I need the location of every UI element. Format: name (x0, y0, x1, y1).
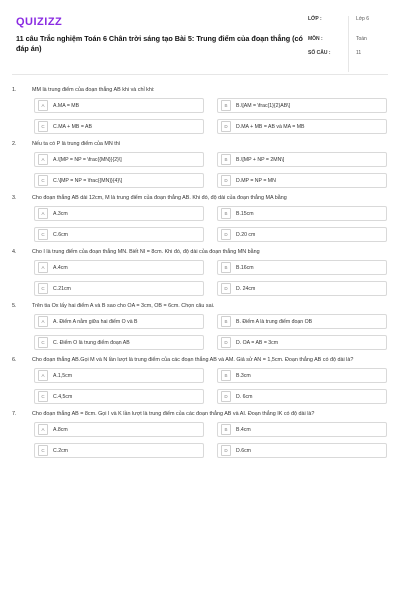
answer-options (34, 260, 384, 296)
option-letter: C (38, 391, 48, 402)
question-list (12, 86, 392, 464)
option-b[interactable] (217, 152, 387, 167)
option-letter: C (38, 445, 48, 456)
option-letter: A (38, 154, 48, 165)
question-7 (12, 410, 392, 458)
option-letter: A (38, 262, 48, 273)
answer-options (34, 314, 384, 350)
option-text: B. Điểm A là trung điểm đoạn OB (236, 318, 313, 325)
option-text: C.\[MP = NP = \frac{{MN}}{4}\] (53, 177, 123, 184)
option-b[interactable] (217, 368, 387, 383)
lop-label: LỚP : (308, 16, 322, 22)
option-text: B.3cm (236, 372, 251, 379)
option-letter: B (221, 370, 231, 381)
worksheet-header (12, 10, 388, 75)
option-letter: C (38, 337, 48, 348)
option-text: C.MA + MB = AB (53, 123, 92, 130)
option-text: B.\[AM = \frac{1}{2}AB\] (236, 102, 291, 109)
option-letter: C (38, 175, 48, 186)
option-text: D.MP = NP = MN (236, 177, 276, 184)
option-text: B.16cm (236, 264, 254, 271)
answer-options (34, 368, 384, 404)
answer-options (34, 206, 384, 242)
option-letter: A (38, 370, 48, 381)
option-text: C.4,5cm (53, 393, 73, 400)
meta-row-socau (298, 50, 388, 64)
option-text: A.MA = MB (53, 102, 80, 109)
question-number: 1. (12, 87, 17, 93)
question-number: 7. (12, 411, 17, 417)
option-letter: D (221, 121, 231, 132)
option-text: C.21cm (53, 285, 71, 292)
option-letter: B (221, 316, 231, 327)
option-letter: D (221, 445, 231, 456)
question-text: Cho đoạn thẳng AB dài 12cm, M là trung điểm của đoạn thẳng AB. Khi đó, độ dài của đoạn thẳng MA bằng (32, 195, 287, 201)
option-a[interactable] (34, 368, 204, 383)
option-c[interactable] (34, 389, 204, 404)
question-number: 6. (12, 357, 17, 363)
option-letter: D (221, 337, 231, 348)
option-a[interactable] (34, 260, 204, 275)
option-c[interactable] (34, 335, 204, 350)
question-text: MM là trung điểm của đoạn thẳng AB khi và chỉ khi: (32, 87, 155, 93)
option-a[interactable] (34, 98, 204, 113)
question-text: Trên tia Ox lấy hai điểm A và B sao cho OA = 3cm, OB = 6cm. Chọn câu sai. (32, 303, 215, 309)
option-text: D.6cm (236, 447, 251, 454)
option-letter: A (38, 100, 48, 111)
option-letter: A (38, 208, 48, 219)
question-5 (12, 302, 392, 350)
question-number: 5. (12, 303, 17, 309)
option-text: A. Điểm A nằm giữa hai điểm O và B (53, 318, 138, 325)
answer-options (34, 422, 384, 458)
option-letter: C (38, 229, 48, 240)
mon-label: MÔN : (308, 36, 323, 42)
option-text: A.\[MP = NP = \frac{{MN}}{2}\] (53, 156, 122, 163)
option-d[interactable] (217, 227, 387, 242)
question-text: Cho I là trung điểm của đoạn thẳng MN. Biết NI = 8cm. Khi đó, độ dài của đoạn thẳng MN bằng (32, 249, 260, 255)
option-a[interactable] (34, 152, 204, 167)
option-letter: B (221, 100, 231, 111)
option-d[interactable] (217, 335, 387, 350)
option-letter: A (38, 316, 48, 327)
answer-options (34, 152, 384, 188)
worksheet-title: 11 câu Trắc nghiệm Toán 6 Chân trời sáng tạo Bài 5: Trung điểm của đoạn thẳng (có đáp án) (16, 34, 303, 53)
meta-row-lop (298, 16, 388, 36)
option-text: D.MA + MB = AB và MA = MB (236, 123, 305, 130)
option-a[interactable] (34, 314, 204, 329)
option-text: D. OA = AB = 3cm (236, 339, 279, 346)
option-letter: D (221, 175, 231, 186)
option-text: A.8cm (53, 426, 68, 433)
option-d[interactable] (217, 281, 387, 296)
answer-options (34, 98, 384, 134)
option-text: A.4cm (53, 264, 68, 271)
option-text: C.2cm (53, 447, 68, 454)
option-c[interactable] (34, 119, 204, 134)
option-c[interactable] (34, 443, 204, 458)
option-c[interactable] (34, 173, 204, 188)
socau-value: 11 (356, 50, 362, 56)
option-text: C.6cm (53, 231, 68, 238)
option-text: D. 24cm (236, 285, 256, 292)
option-letter: D (221, 391, 231, 402)
option-letter: D (221, 229, 231, 240)
option-b[interactable] (217, 98, 387, 113)
option-text: B.\[MP + NP = 2MN\] (236, 156, 285, 163)
option-text: B.15cm (236, 210, 254, 217)
option-letter: B (221, 154, 231, 165)
option-b[interactable] (217, 260, 387, 275)
option-c[interactable] (34, 227, 204, 242)
question-number: 2. (12, 141, 17, 147)
question-1 (12, 86, 392, 134)
socau-label: SỐ CÂU : (308, 50, 331, 56)
option-letter: C (38, 283, 48, 294)
question-2 (12, 140, 392, 188)
option-d[interactable] (217, 173, 387, 188)
option-text: A.3cm (53, 210, 68, 217)
option-b[interactable] (217, 206, 387, 221)
lop-value: Lớp 6 (356, 16, 370, 22)
mon-value: Toán (356, 36, 367, 42)
option-a[interactable] (34, 422, 204, 437)
option-text: C. Điểm O là trung điểm đoạn AB (53, 339, 130, 346)
question-4 (12, 248, 392, 296)
question-text: Nếu ta có P là trung điểm của MN thì (32, 141, 121, 147)
option-text: D.20 cm (236, 231, 256, 238)
option-text: B.4cm (236, 426, 251, 433)
option-c[interactable] (34, 281, 204, 296)
option-letter: B (221, 208, 231, 219)
option-text: D. 6cm (236, 393, 253, 400)
question-text: Cho đoạn thẳng AB = 8cm. Gọi I và K lần lượt là trung điểm của các đoạn thẳng AB và AI. Đoạn thẳng IK có độ dài là? (32, 411, 315, 417)
option-b[interactable] (217, 314, 387, 329)
option-letter: D (221, 283, 231, 294)
option-a[interactable] (34, 206, 204, 221)
option-d[interactable] (217, 389, 387, 404)
option-letter: A (38, 424, 48, 435)
quizizz-logo: QUIZIZZ (16, 16, 63, 28)
question-6 (12, 356, 392, 404)
question-text: Cho đoạn thẳng AB.Gọi M và N lần lượt là trung điểm của các đoạn thẳng AB và AM. Giả sử AN = 1,5cm. Đoạn thẳng AB có độ dài là? (32, 357, 354, 363)
option-letter: B (221, 424, 231, 435)
option-b[interactable] (217, 422, 387, 437)
option-letter: C (38, 121, 48, 132)
option-text: A.1,5cm (53, 372, 73, 379)
worksheet-meta (298, 16, 388, 64)
question-3 (12, 194, 392, 242)
question-number: 3. (12, 195, 17, 201)
question-number: 4. (12, 249, 17, 255)
option-d[interactable] (217, 443, 387, 458)
option-letter: B (221, 262, 231, 273)
option-d[interactable] (217, 119, 387, 134)
meta-row-mon (298, 36, 388, 50)
